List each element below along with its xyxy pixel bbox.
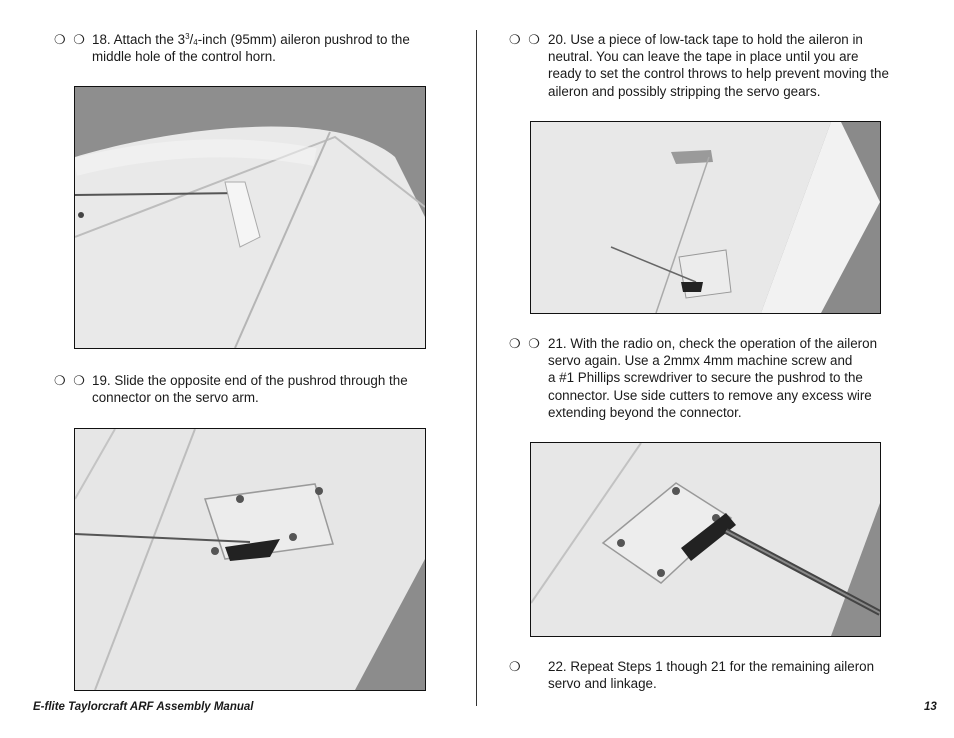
photo-low-tack-tape bbox=[530, 121, 881, 314]
photo-aileron-control-horn bbox=[74, 86, 426, 349]
checkbox-icons[interactable]: ❍ ❍ bbox=[54, 373, 87, 388]
checkbox-icons[interactable]: ❍ ❍ bbox=[509, 336, 542, 351]
checkbox-icon[interactable]: ❍ bbox=[509, 659, 523, 674]
step-18-text: 18. Attach the $3^3/_4$-inch (95mm) aileron pushrod to the middle hole of the control horn. bbox=[92, 32, 410, 65]
step-21-text: 21. With the radio on, check the operation of the aileron servo again. Use a 2mmx 4mm machine screw and a #1 Phillips screwdriver to secure the pushrod to the connector. Use side cutters to remove any excess wire extending beyond the connector. bbox=[548, 336, 878, 420]
step-20-text: 20. Use a piece of low-tack tape to hold the aileron in neutral. You can leave the tape in place until you are ready to set the control throws to help prevent moving the aileron and possibly stripping the servo gears. bbox=[548, 32, 889, 99]
photo-phillips-screwdriver bbox=[530, 442, 881, 637]
step-22 bbox=[509, 658, 919, 694]
step-21 bbox=[509, 335, 919, 425]
footer-title: E-flite Taylorcraft ARF Assembly Manual bbox=[33, 701, 254, 713]
column-divider bbox=[476, 30, 477, 706]
step-19 bbox=[54, 372, 454, 412]
step-22-text: 22. Repeat Steps 1 though 21 for the remaining aileron servo and linkage. bbox=[548, 659, 875, 692]
step-18 bbox=[54, 31, 454, 71]
step-20 bbox=[509, 31, 919, 103]
step-19-text: 19. Slide the opposite end of the pushrod through the connector on the servo arm. bbox=[92, 373, 408, 406]
checkbox-icons[interactable]: ❍ ❍ bbox=[509, 32, 542, 47]
page-number: 13 bbox=[924, 701, 937, 713]
photo-pushrod-servo-connector bbox=[74, 428, 426, 691]
checkbox-icons[interactable]: ❍ ❍ bbox=[54, 32, 87, 47]
